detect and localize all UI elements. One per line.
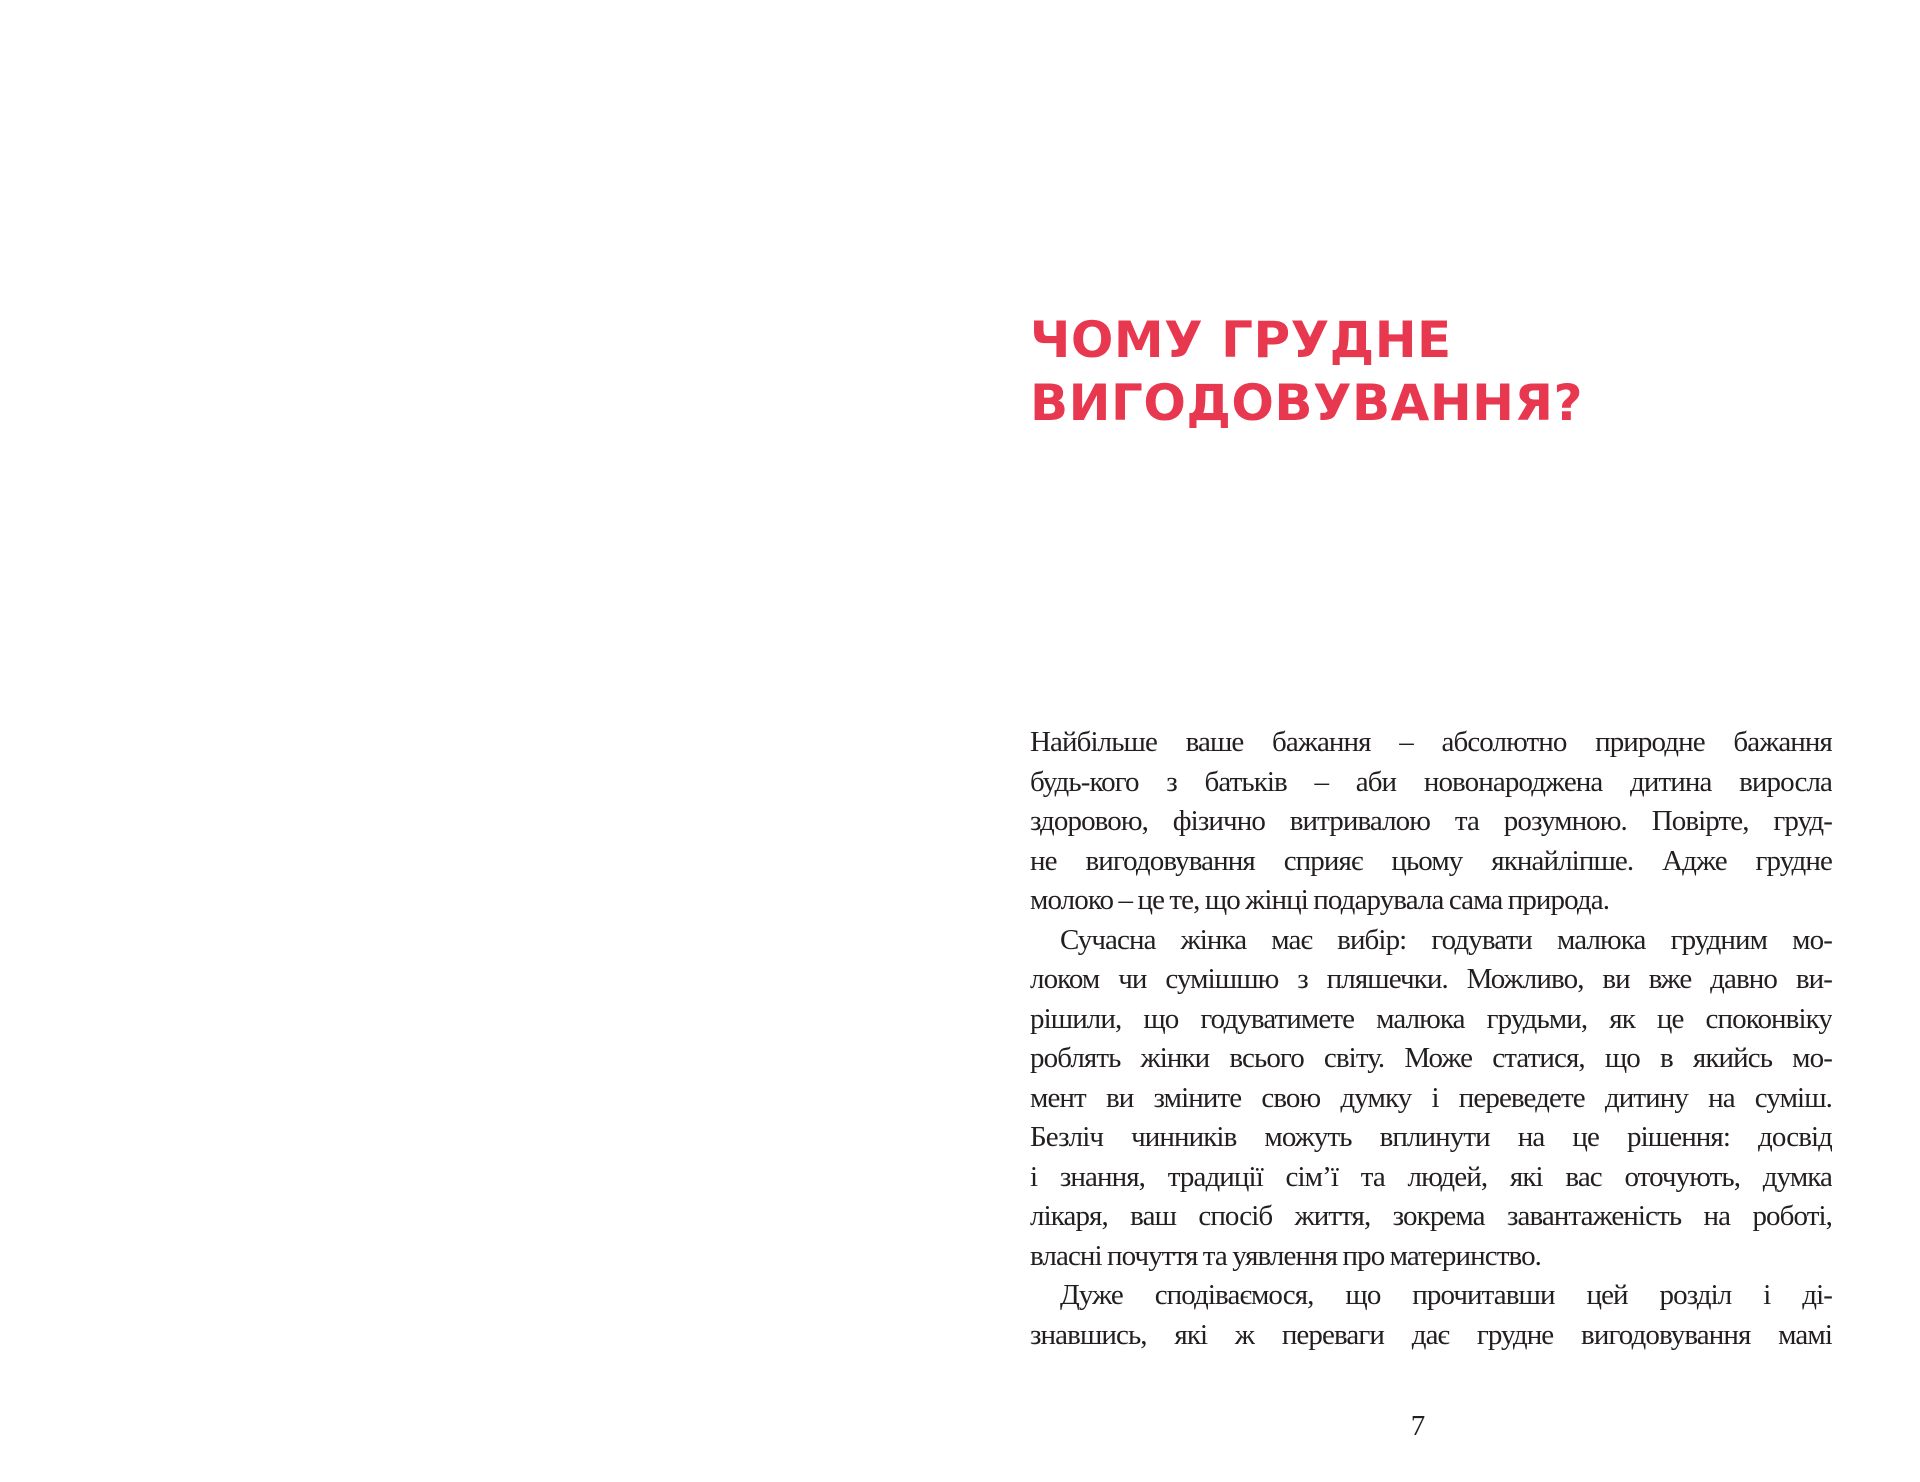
chapter-title-line-2: ВИГОДОВУВАННЯ? bbox=[1030, 374, 1584, 432]
text-line: роблять жінки всього світу. Може статися, що в якийсь мо- bbox=[1030, 1042, 1832, 1074]
right-page bbox=[960, 0, 1920, 1482]
text-line: знавшись, які ж переваги дає грудне вигодовування мамі bbox=[1030, 1318, 1832, 1351]
text-line: Безліч чинників можуть вплинути на це рішення: досвід bbox=[1030, 1121, 1832, 1153]
text-line: не вигодовування сприяє цьому якнайліпше. Адже грудне bbox=[1030, 844, 1832, 877]
chapter-title bbox=[1030, 309, 1583, 435]
text-line: мент ви зміните свою думку і переведете дитину на суміш. bbox=[1030, 1081, 1832, 1114]
text-line: здоровою, фізично витривалою та розумною. Повірте, груд- bbox=[1030, 805, 1832, 837]
text-line: лікаря, ваш спосіб життя, зокрема завантаженість на роботі, bbox=[1030, 1200, 1832, 1232]
text-line: Сучасна жінка має вибір: годувати малюка грудним мо- bbox=[1060, 923, 1832, 956]
chapter-title-line-1: ЧОМУ ГРУДНЕ bbox=[1030, 311, 1452, 369]
text-line: локом чи сумішшю з пляшечки. Можливо, ви вже давно ви- bbox=[1030, 963, 1832, 995]
text-line: і знання, традиції сім’ї та людей, які вас оточують, думка bbox=[1030, 1160, 1832, 1193]
text-line: молоко – це те, що жінці подарувала сама природа. bbox=[1030, 884, 1610, 916]
text-line: Найбільше ваше бажання – абсолютно природне бажання bbox=[1030, 726, 1832, 758]
body-text bbox=[1030, 723, 1832, 1355]
page-number: 7 bbox=[1410, 1410, 1426, 1442]
paragraph-1 bbox=[1030, 723, 1832, 921]
text-line: рішили, що годуватимете малюка грудьми, як це споконвіку bbox=[1030, 1002, 1832, 1035]
text-line: власні почуття та уявлення про материнство. bbox=[1030, 1239, 1542, 1272]
text-line: будь-кого з батьків – аби новонароджена дитина виросла bbox=[1030, 765, 1832, 798]
paragraph-3 bbox=[1030, 1276, 1832, 1355]
text-line: Дуже сподіваємося, що прочитавши цей розділ і ді- bbox=[1060, 1279, 1832, 1311]
paragraph-2 bbox=[1030, 921, 1832, 1277]
